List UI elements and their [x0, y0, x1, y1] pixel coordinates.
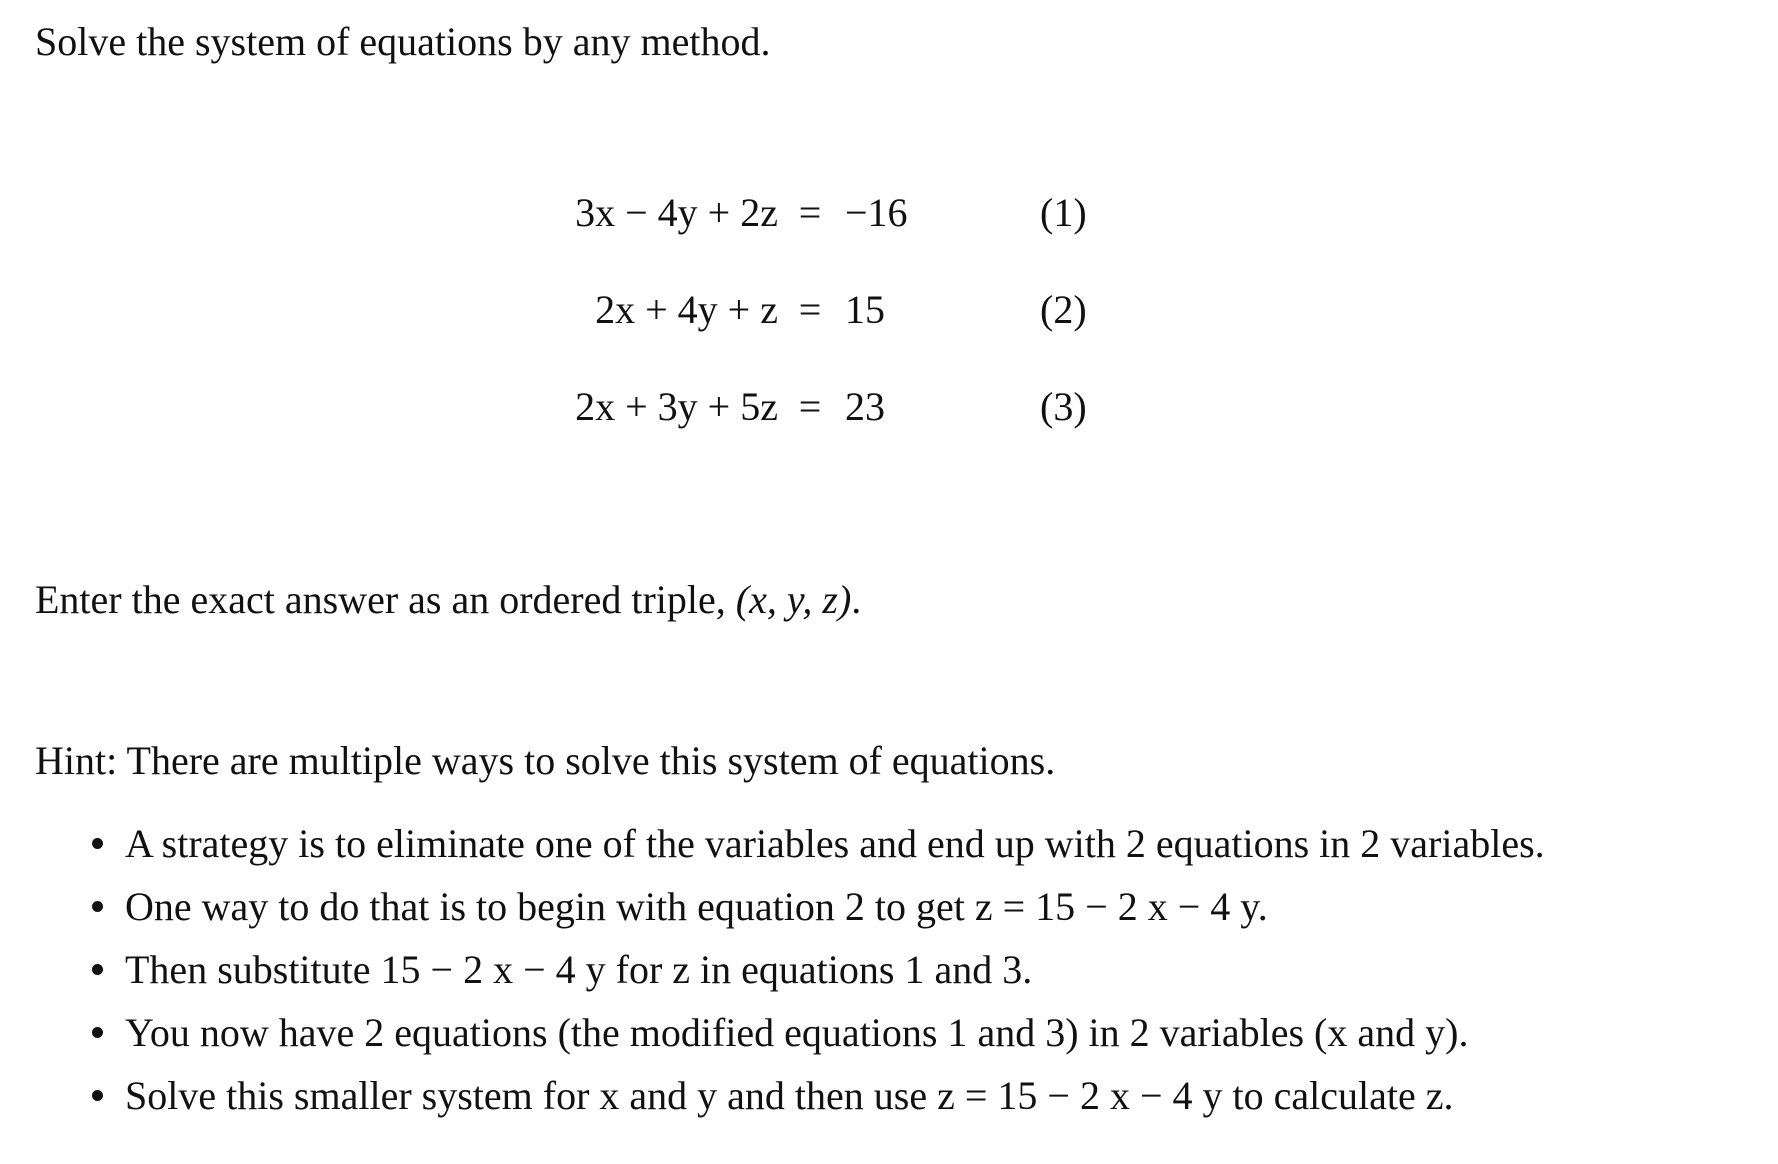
hint-item [0, 875, 1778, 938]
equation-rhs: 23 [845, 384, 885, 429]
bullet-icon [92, 901, 103, 912]
equation-row [0, 183, 1778, 243]
hint-item-text: Solve this smaller system for x and y and then use z = 15 − 2 x − 4 y to calculate z. [125, 1073, 1454, 1118]
hint-item [0, 812, 1778, 875]
equation-lhs: 3x − 4y + 2z [575, 190, 778, 235]
ordered-triple: (x, y, z) [735, 577, 852, 622]
hint-item [0, 1064, 1778, 1127]
hint-item-text: A strategy is to eliminate one of the variables and end up with 2 equations in 2 variables. [125, 821, 1545, 866]
hint-item [0, 1001, 1778, 1064]
hint-list [0, 812, 1778, 1127]
answer-instruction [35, 572, 861, 628]
equation-row [0, 377, 1778, 437]
equation-rhs: 15 [845, 287, 885, 332]
equals-sign: = [798, 287, 822, 332]
problem-prompt: Solve the system of equations by any method. [35, 19, 771, 64]
equation-rhs: −16 [845, 190, 908, 235]
hint-item-text: Then substitute 15 − 2 x − 4 y for z in equations 1 and 3. [125, 947, 1033, 992]
equals-sign: = [798, 384, 822, 429]
hint-item [0, 938, 1778, 1001]
equation-label: (1) [1040, 190, 1087, 235]
answer-instruction-text: Enter the exact answer as an ordered triple, [35, 577, 736, 622]
bullet-icon [92, 1027, 103, 1038]
bullet-icon [92, 964, 103, 975]
bullet-icon [92, 838, 103, 849]
equation-label: (3) [1040, 384, 1087, 429]
hint-title: Hint: There are multiple ways to solve this system of equations. [35, 738, 1056, 783]
equation-system [0, 0, 1778, 480]
hint-item-text: One way to do that is to begin with equation 2 to get z = 15 − 2 x − 4 y. [125, 884, 1268, 929]
equals-sign: = [798, 190, 822, 235]
bullet-icon [92, 1090, 103, 1101]
equation-label: (2) [1040, 287, 1087, 332]
answer-instruction-period: . [851, 577, 862, 622]
equation-lhs: 2x + 4y + z [595, 287, 778, 332]
equation-lhs: 2x + 3y + 5z [575, 384, 778, 429]
hint-item-text: You now have 2 equations (the modified equations 1 and 3) in 2 variables (x and y). [125, 1010, 1469, 1055]
equation-row [0, 280, 1778, 340]
